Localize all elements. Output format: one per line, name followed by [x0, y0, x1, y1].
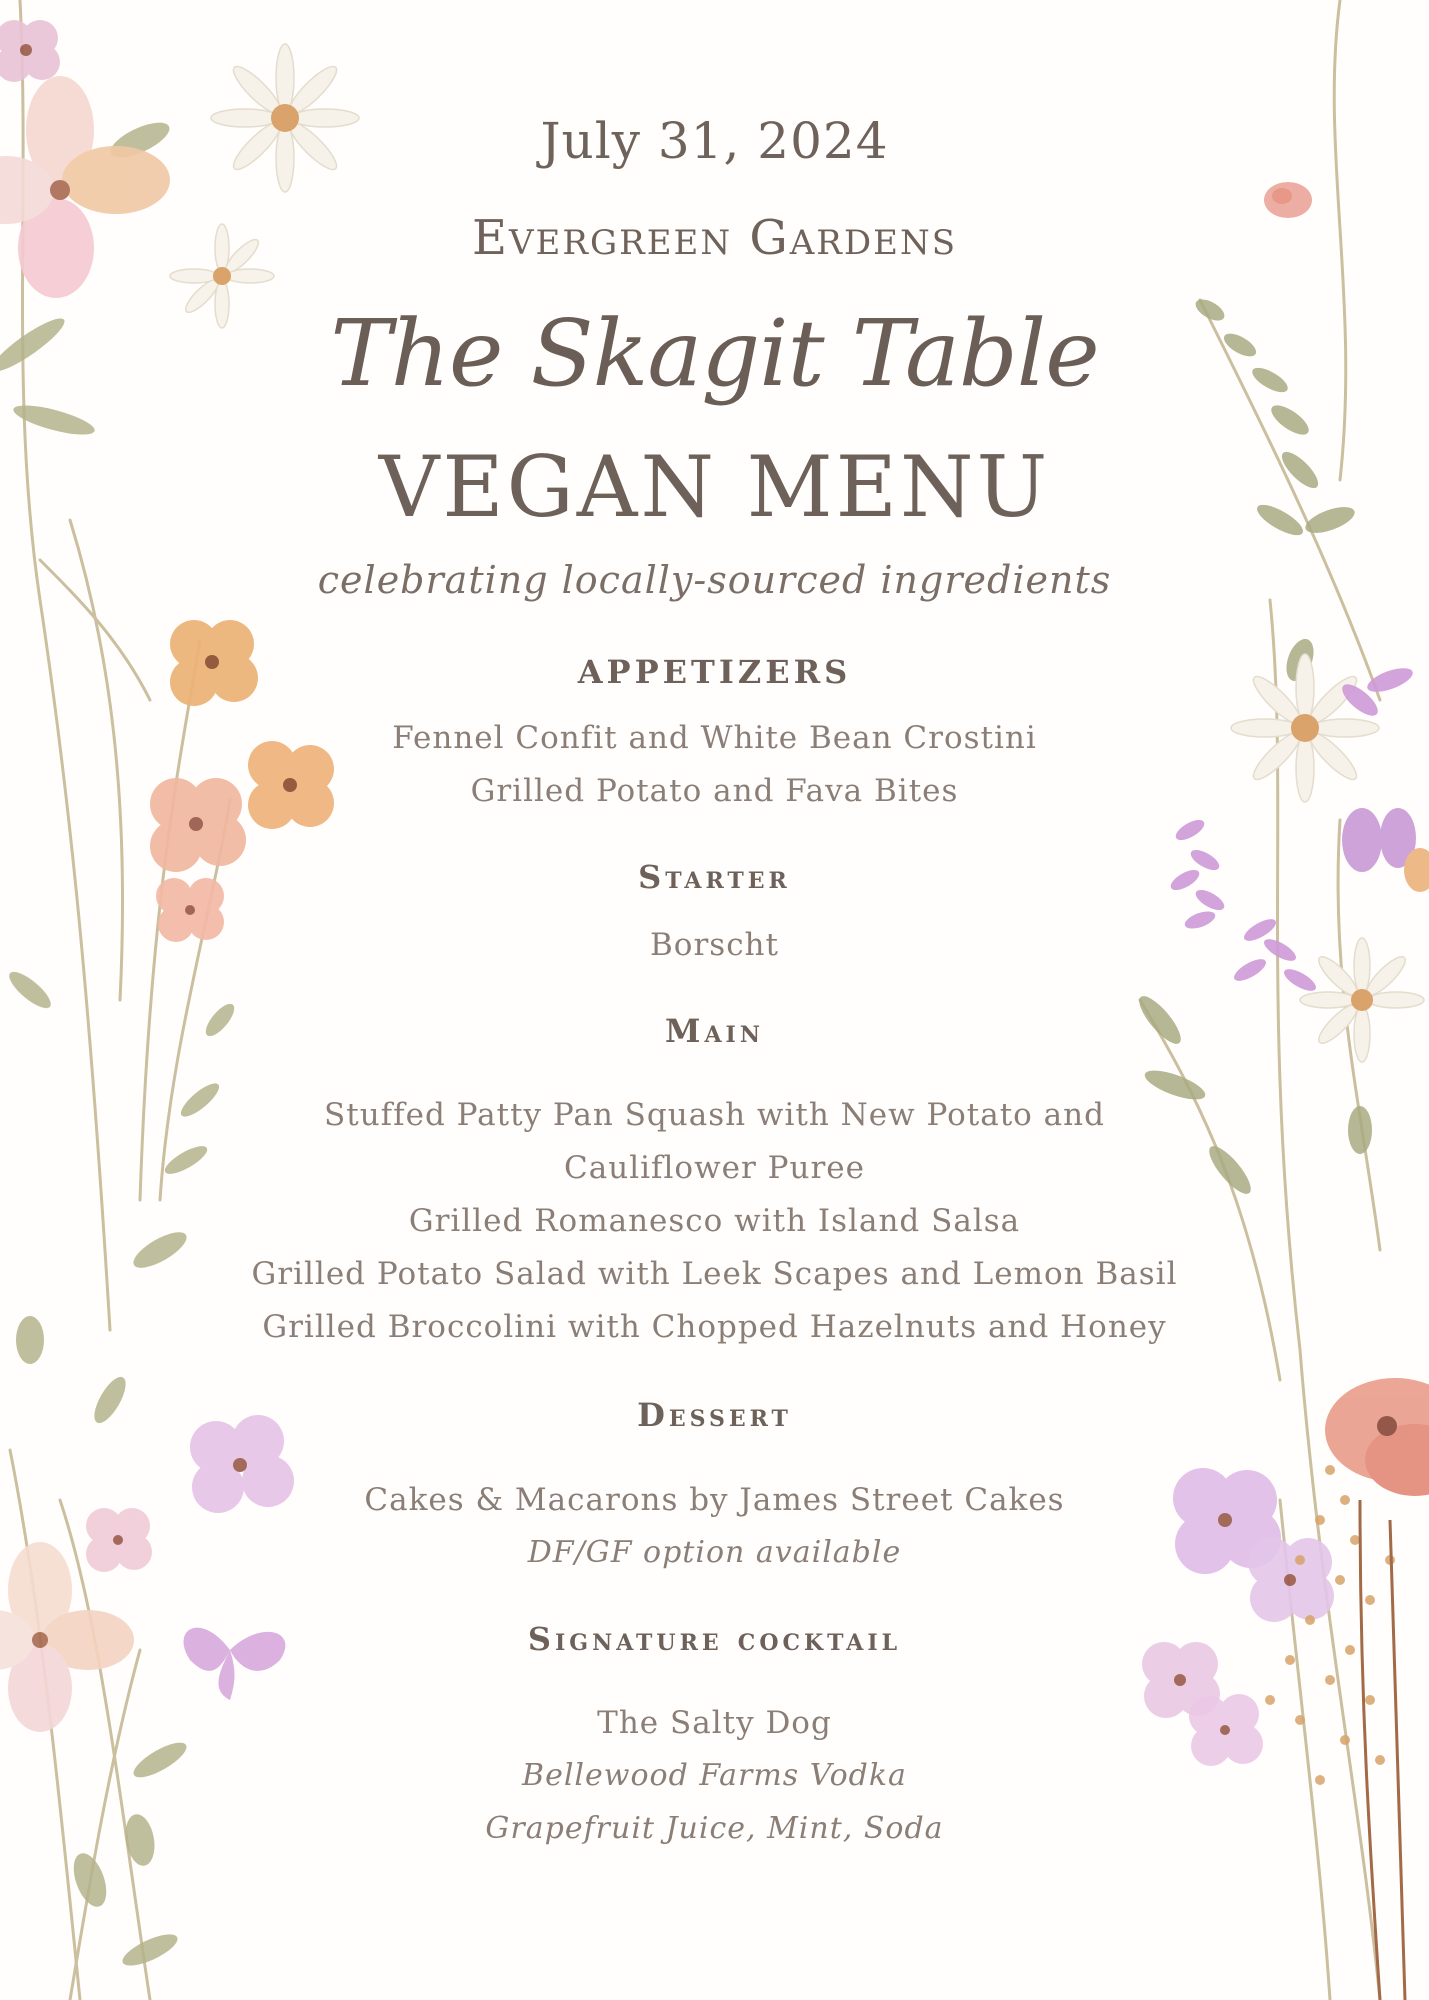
dessert-item: Cakes & Macarons by James Street Cakes: [364, 1482, 1065, 1518]
appetizer-item: Grilled Potato and Fava Bites: [470, 773, 959, 809]
cocktail-ingredient: Grapefruit Juice, Mint, Soda: [485, 1811, 944, 1846]
main-item: Grilled Romanesco with Island Salsa: [408, 1203, 1021, 1239]
menu-tagline: celebrating locally-sourced ingredients: [317, 558, 1112, 602]
script-title: The Skagit Table: [330, 300, 1099, 407]
cocktail-ingredient: Bellewood Farms Vodka: [522, 1758, 907, 1793]
dessert-heading: Dessert: [637, 1396, 792, 1434]
event-date: July 31, 2024: [540, 112, 889, 170]
main-item: Grilled Potato Salad with Leek Scapes and Lemon Basil: [251, 1256, 1178, 1292]
cocktail-name: The Salty Dog: [597, 1705, 832, 1741]
starter-heading: Starter: [638, 858, 791, 896]
cocktail-heading: Signature cocktail: [527, 1620, 902, 1658]
starter-item: Borscht: [650, 927, 779, 963]
main-item: Grilled Broccolini with Chopped Hazelnuts and Honey: [262, 1309, 1167, 1345]
dessert-note: DF/GF option available: [527, 1535, 902, 1570]
main-heading: Main: [665, 1012, 764, 1050]
appetizer-item: Fennel Confit and White Bean Crostini: [392, 720, 1037, 756]
main-item: Stuffed Patty Pan Squash with New Potato and: [324, 1097, 1105, 1133]
main-item: Cauliflower Puree: [564, 1150, 865, 1186]
menu-title: VEGAN MENU: [378, 438, 1051, 536]
appetizers-heading: APPETIZERS: [577, 653, 852, 691]
venue-name: Evergreen Gardens: [471, 210, 958, 266]
